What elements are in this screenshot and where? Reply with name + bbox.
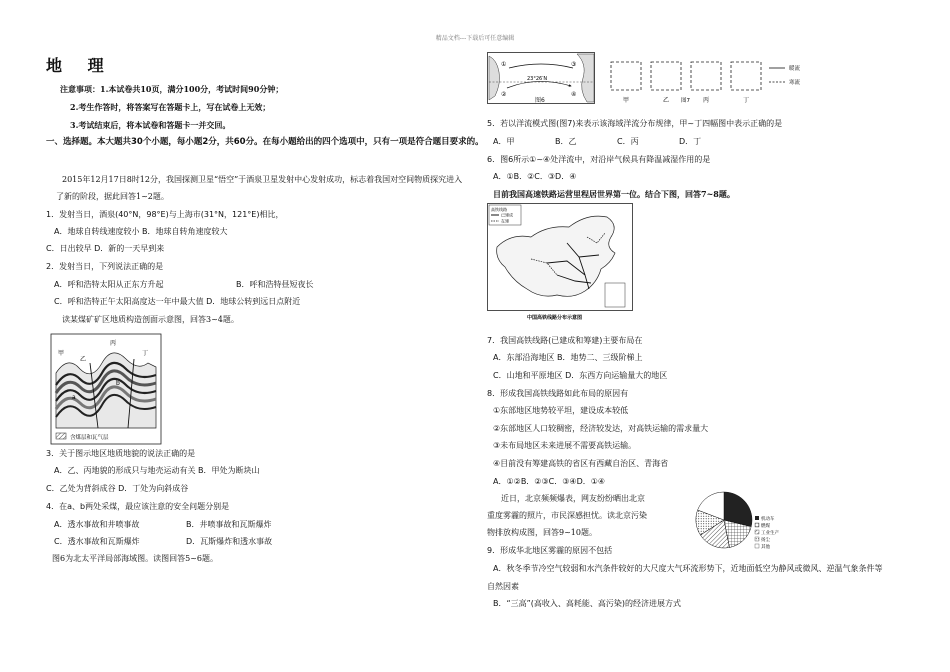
q7-options-ab: A．东部沿海地区 B．地势二、三级阶梯上 bbox=[493, 353, 643, 362]
pie-legend-other: 其他 bbox=[761, 545, 770, 550]
q4-option-c: C．透水事故和瓦斯爆炸 bbox=[54, 537, 140, 546]
q1-options-ab: A．地球自转线速度较小 B．地球自转角速度较大 bbox=[54, 227, 228, 236]
fig7-legend-warm: 暖流 bbox=[789, 66, 801, 72]
q2-option-b: B．呼和浩特昼短夜长 bbox=[236, 280, 314, 289]
pie-slices bbox=[696, 492, 752, 548]
intro-3: 图6为北太平洋局部海域图。读图回答5~6题。 bbox=[52, 554, 218, 563]
q9-option-b: B．“三高”(高收入、高耗能、高污染)的经济进展方式 bbox=[493, 599, 682, 608]
q3-stem: 3．关于图示地区地质地貌的说法正确的是 bbox=[46, 449, 196, 458]
notes-heading: 注意事项： bbox=[60, 84, 100, 94]
fig6-current-2: ② bbox=[501, 91, 507, 98]
fig7-box-ding bbox=[731, 62, 761, 90]
q2-stem: 2．发射当日，下列说法正确的是 bbox=[46, 262, 164, 271]
q4-option-b: B．井喷事故和瓦斯爆炸 bbox=[186, 520, 272, 529]
geology-section-figure bbox=[50, 333, 162, 445]
fig7-box-jia bbox=[611, 62, 641, 90]
intro-5-line-1: 近日，北京频频爆表，网友纷纷晒出北京 bbox=[501, 494, 645, 503]
q1-options-cd: C．日出较早 D．新的一天早到来 bbox=[46, 244, 165, 253]
notes-line-1 bbox=[60, 84, 283, 94]
q5-option-a: A．甲 bbox=[493, 137, 515, 146]
intro-4: 目前我国高速铁路运营里程居世界第一位。结合下图，回答7~8题。 bbox=[493, 189, 735, 199]
q9-stem: 9．形成华北地区雾霾的原因不包括 bbox=[487, 546, 613, 555]
fig-label-yi: 乙 bbox=[80, 356, 87, 363]
paper-title: 地 理 bbox=[46, 56, 114, 75]
fig7-box-yi bbox=[651, 62, 681, 90]
q2-option-a: A．呼和浩特太阳从正东方升起 bbox=[54, 280, 164, 289]
intro-1: 2015年12月17日8时12分，我国探测卫星“悟空”于酒泉卫星发射中心发射成功，标志着我国对空间物质探究进入了新的阶段，据此回答1~2题。 bbox=[56, 175, 463, 201]
q3-options-ab: A．乙、丙地貌的形成只与地壳运动有关 B．甲处为断块山 bbox=[54, 466, 260, 475]
fig-label-b: b bbox=[116, 380, 120, 387]
q8-statement-3: ③未布局地区未来进展不需要高铁运输。 bbox=[493, 441, 637, 450]
pie-legend-dust: 扬尘 bbox=[761, 538, 770, 543]
q2-option-cd: C．呼和浩特正午太阳高度达一年中最大值 D．地球公转到远日点附近 bbox=[54, 297, 301, 306]
q5-option-c: C．丙 bbox=[617, 137, 639, 146]
fig6-current-4: ④ bbox=[571, 91, 577, 98]
map-legend-planned: 在建 bbox=[501, 218, 509, 224]
fig7-label-yi: 乙 bbox=[663, 97, 670, 104]
pie-legend-coal: 燃煤 bbox=[761, 524, 770, 529]
q5-option-d: D．丁 bbox=[679, 137, 702, 146]
pollution-pie-chart bbox=[695, 490, 785, 552]
fig-label-jia: 甲 bbox=[58, 350, 65, 357]
q6-options: A．①B．②C．③D．④ bbox=[493, 172, 577, 181]
q8-stem: 8．形成我国高铁线路如此布局的原因有 bbox=[487, 389, 629, 398]
q9-option-a-cont: 自然因素 bbox=[487, 582, 519, 591]
fig7-caption: 图7 bbox=[681, 98, 690, 104]
map-caption: 中国高铁线路分布示意图 bbox=[527, 315, 583, 321]
q1-stem: 1．发射当日，酒泉(40°N，98°E)与上海市(31°N，121°E)相比， bbox=[46, 210, 284, 219]
fig-label-a: a bbox=[72, 394, 76, 401]
q6-stem: 6．图6所示①~④处洋流中，对沿岸气候具有降温减湿作用的是 bbox=[487, 155, 711, 164]
intro-5-line-3: 物排放构成图，回答9~10题。 bbox=[487, 528, 597, 537]
q7-options-cd: C．山地和平原地区 D．东西方向运输量大的地区 bbox=[493, 371, 668, 380]
note-1: 1.本试卷共10页，满分100分，考试时间90分钟； bbox=[100, 84, 284, 94]
q4-stem: 4．在a、b两处采煤，最应该注意的安全问题分别是 bbox=[46, 502, 230, 511]
q4-option-a: A．透水事故和井喷事故 bbox=[54, 520, 140, 529]
intro-5-line-2: 重度雾霾的照片，市民深感担忧。读北京污染 bbox=[487, 511, 647, 520]
fig7-box-bing bbox=[691, 62, 721, 90]
page-watermark: 精品文档---下载后可任意编辑 bbox=[435, 35, 515, 42]
q8-options: A．①②B．②③C．③④D．①④ bbox=[493, 477, 606, 486]
china-rail-map bbox=[487, 203, 633, 323]
fig7-label-jia: 甲 bbox=[623, 97, 630, 104]
q3-options-cd: C．乙处为背斜成谷 D．丁处为向斜成谷 bbox=[46, 484, 189, 493]
q7-stem: 7．我国高铁线路(已建成和筹建)主要布局在 bbox=[487, 336, 643, 345]
q9-option-a: A．秋冬季节冷空气较弱和水汽条件较好的大尺度大气环流形势下，近地面低空为静风或微风、逆温气象条件等 bbox=[493, 564, 883, 573]
q8-statement-2: ②东部地区人口较稠密，经济较发达，对高铁运输的需求量大 bbox=[493, 424, 709, 433]
fig-legend-coal: 含煤层和瓦气层 bbox=[70, 435, 109, 441]
fig6-lat-label: 23°26′N bbox=[527, 76, 548, 82]
pie-legend-vehicle: 机动车 bbox=[761, 517, 775, 522]
fig6-current-1: ① bbox=[501, 61, 507, 68]
figure-7-models bbox=[609, 58, 819, 106]
q8-statement-4: ④目前没有筹建高铁的省区有西藏自治区、青海省 bbox=[493, 459, 669, 468]
fig-label-bing: 丙 bbox=[110, 340, 117, 347]
q5-stem: 5．若以洋流模式图(图7)来表示该海域洋流分布规律，甲~丁四幅图中表示正确的是 bbox=[487, 119, 783, 128]
q8-statement-1: ①东部地区地势较平坦，建设成本较低 bbox=[493, 406, 629, 415]
fig7-label-ding: 丁 bbox=[743, 97, 750, 104]
pie-legend-industry: 工业生产 bbox=[761, 531, 779, 536]
map-legend-title: 高铁线路 bbox=[491, 207, 507, 212]
q4-option-d: D．瓦斯爆炸和透水事故 bbox=[186, 537, 273, 546]
note-3: 3.考试结束后，将本试卷和答题卡一并交回。 bbox=[70, 120, 231, 130]
fig7-label-bing: 丙 bbox=[703, 97, 710, 104]
fig-label-ding: 丁 bbox=[142, 350, 149, 357]
fig6-caption: 图6 bbox=[535, 97, 545, 104]
map-legend-built: 已建成 bbox=[501, 212, 513, 218]
fig6-current-3: ③ bbox=[571, 61, 577, 68]
section-1-heading: 一、选择题。本大题共30个小题，每小题2分，共60分。在每小题给出的四个选项中，只有一项是符合题目要求的。 bbox=[46, 137, 484, 147]
fig7-legend-cold: 寒流 bbox=[789, 80, 801, 86]
note-2: 2.考生作答时，将答案写在答题卡上，写在试卷上无效； bbox=[70, 102, 271, 112]
q5-option-b: B．乙 bbox=[555, 137, 577, 146]
intro-2: 读某煤矿矿区地质构造剖面示意图，回答3~4题。 bbox=[62, 315, 239, 324]
